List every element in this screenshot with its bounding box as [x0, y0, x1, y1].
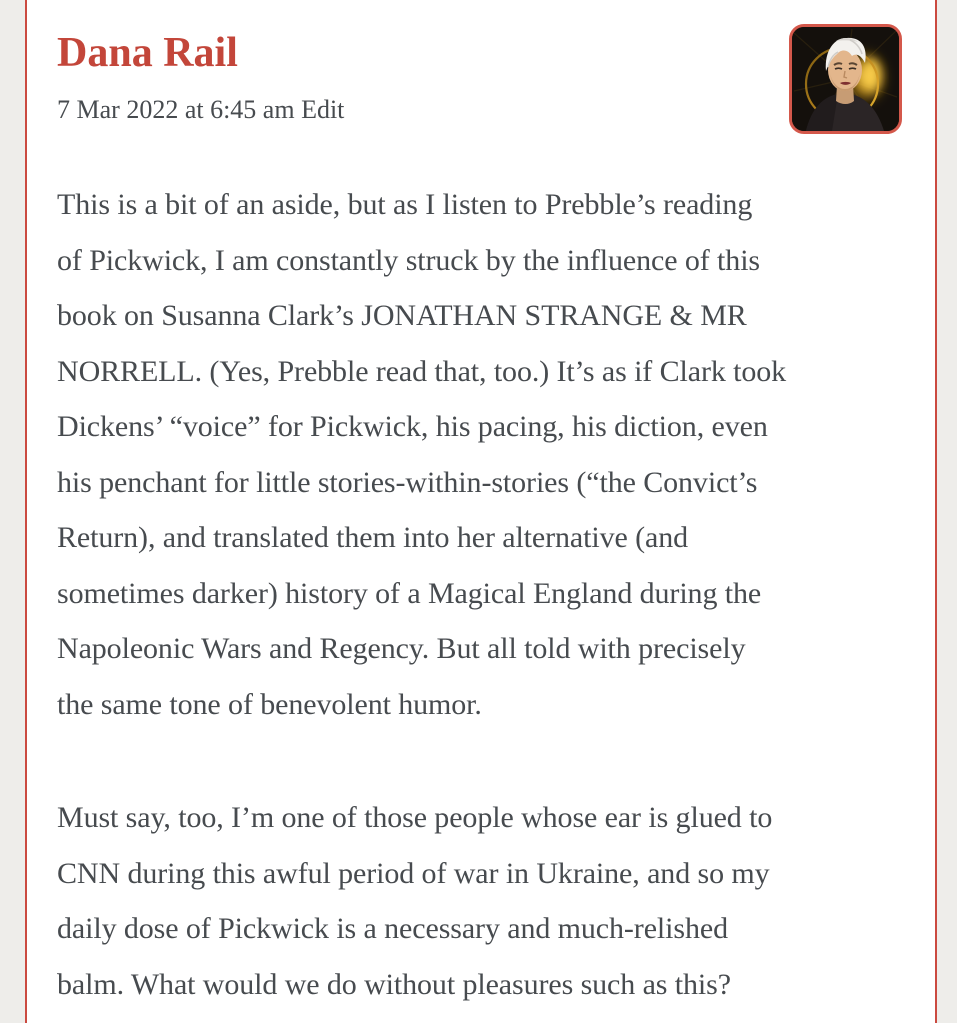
- comment-card: [25, 0, 937, 1023]
- post-timestamp: 7 Mar 2022 at 6:45 am: [57, 95, 295, 124]
- edit-link[interactable]: Edit: [301, 95, 345, 124]
- text-line: Napoleonic Wars and Regency. But all told with precisely: [57, 632, 746, 665]
- author-name-link[interactable]: Dana Rail: [57, 30, 238, 76]
- text-line: Dickens’ “voice” for Pickwick, his pacing, his diction, even: [57, 410, 768, 443]
- paragraph: [57, 177, 907, 732]
- text-line: Must say, too, I’m one of those people whose ear is glued to: [57, 801, 773, 834]
- avatar: [789, 24, 902, 134]
- text-line: CNN during this awful period of war in Ukraine, and so my: [57, 856, 770, 890]
- post-meta: [57, 94, 344, 126]
- text-line: NORRELL. (Yes, Prebble read that, too.) It’s as if Clark took: [57, 354, 787, 388]
- text-line: the same tone of benevolent humor.: [57, 687, 482, 721]
- text-line: daily dose of Pickwick is a necessary and much-relished: [57, 912, 728, 945]
- text-line: sometimes darker) history of a Magical England during the: [57, 576, 762, 610]
- text-line: book on Susanna Clark’s JONATHAN STRANGE & MR: [57, 299, 747, 332]
- text-line: Return), and translated them into her alternative (and: [57, 521, 689, 554]
- text-line: balm. What would we do without pleasures such as this?: [57, 967, 731, 1001]
- avatar-image: [792, 27, 899, 131]
- text-line: of Pickwick, I am constantly struck by the influence of this: [57, 243, 760, 277]
- paragraph: [57, 790, 907, 1012]
- text-line: This is a bit of an aside, but as I listen to Prebble’s reading: [57, 188, 753, 221]
- post-body: [57, 177, 907, 1012]
- text-line: his penchant for little stories-within-stories (“the Convict’s: [57, 465, 758, 499]
